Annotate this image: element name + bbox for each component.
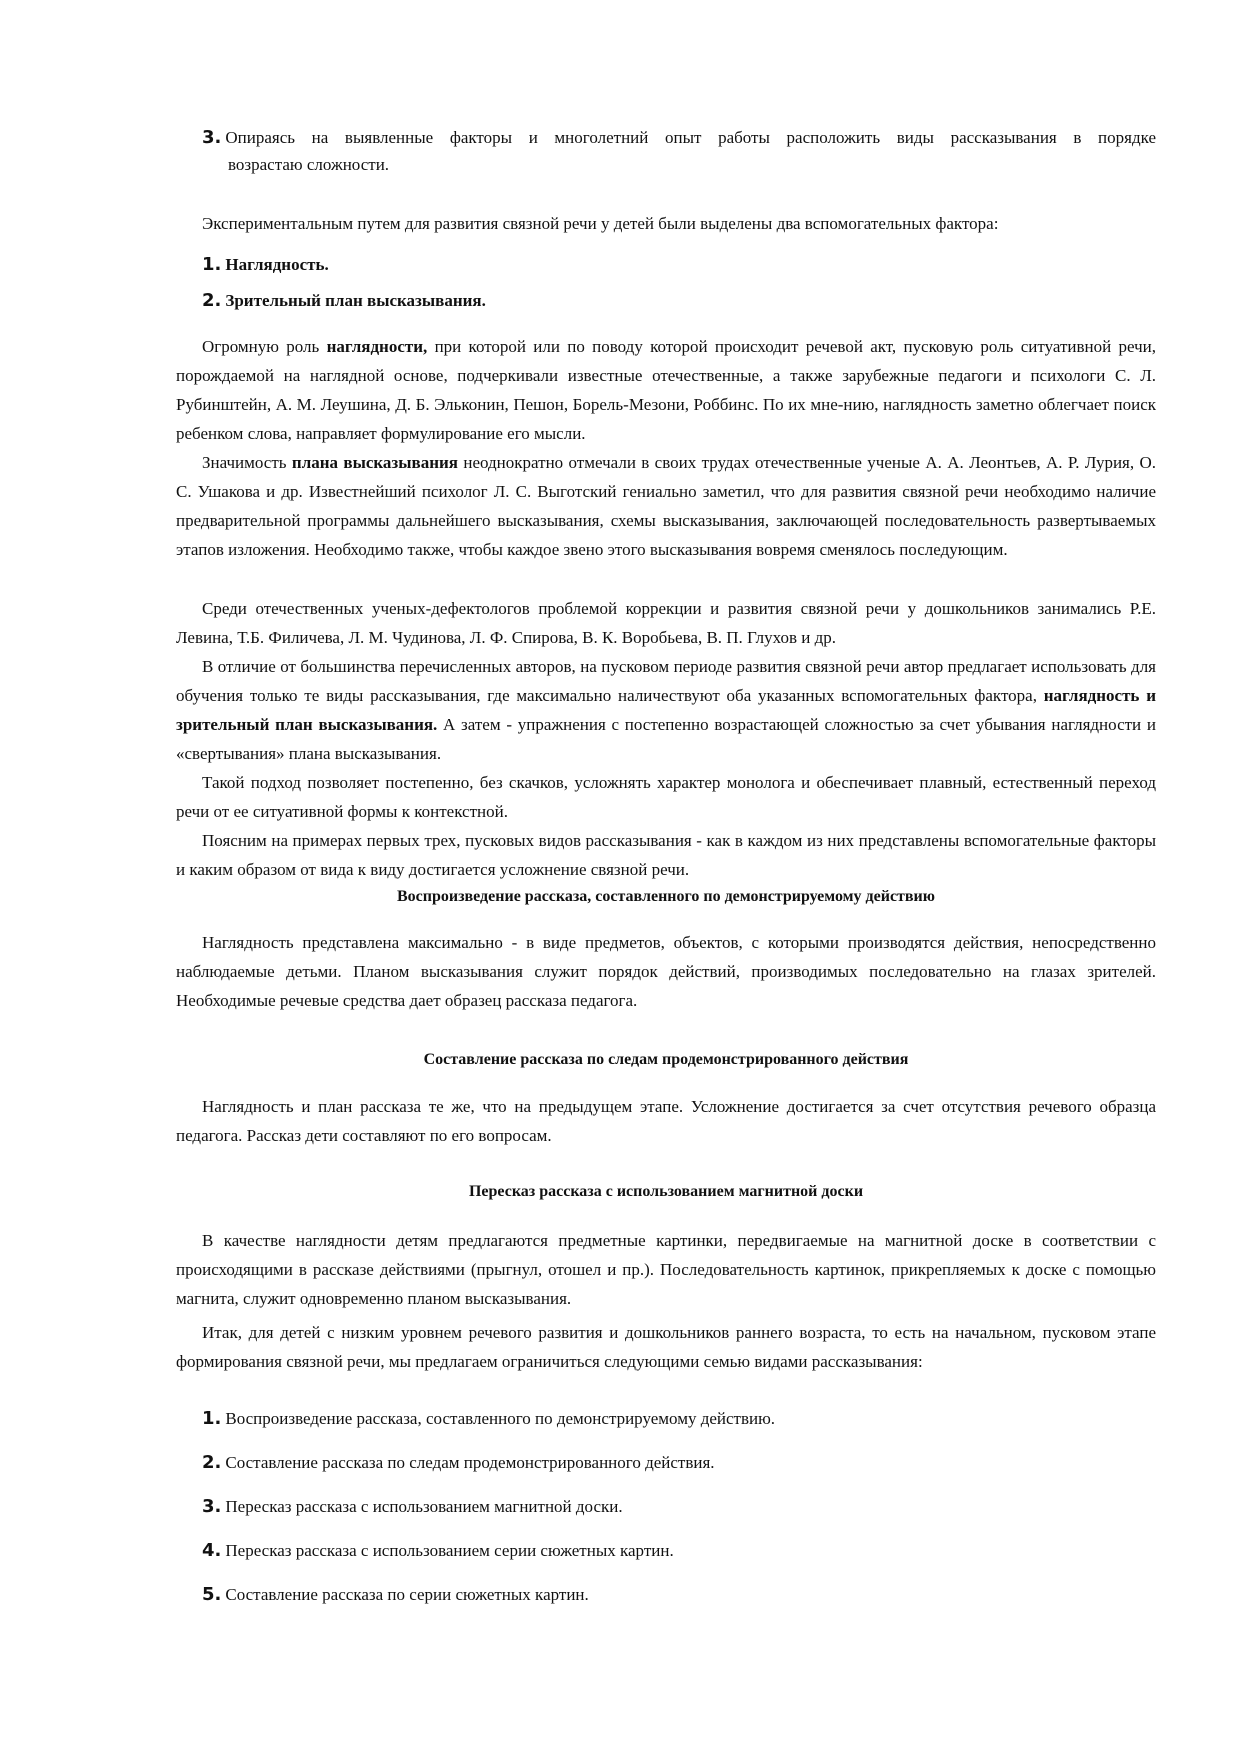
final-list-item (202, 1584, 589, 1606)
final-list-text: Пересказ рассказа с использованием магнитной доски. (225, 1497, 623, 1516)
final-list-item (202, 1496, 623, 1518)
bold-term: наглядность и зрительный план высказывания. (176, 686, 1157, 734)
list-number: 2. (202, 1452, 222, 1473)
text-run: при которой или по поводу которой происходит речевой акт, пусковую роль ситуативной речи, порождаемой на наглядной основе, подчеркивали известные отечественные, а также зарубежные педагоги и психологи С. Л. Рубинштейн, А. М. Леушина, Д. Б. Эльконин, Пешон, Борель-Мезони, Роббинс. По их мне-нию, наглядность заметно облегчает поиск ребенком слова, направляет формулирование его мысли. (176, 337, 1156, 443)
paragraph-monologue: Такой подход позволяет постепенно, без скачков, усложнять характер монолога и обеспечивает плавный, естественный переход речи от ее ситуативной формы к контекстной. (176, 773, 1156, 821)
list-number: 4. (202, 1540, 222, 1561)
factor-item (202, 254, 329, 276)
summary-paragraph: Итак, для детей с низким уровнем речевого развития и дошкольников раннего возраста, то есть на начальном, пусковом этапе формирования связной речи, мы предлагаем ограничиться следующими семью видами рассказывания: (176, 1323, 1156, 1371)
factors-intro: Экспериментальным путем для развития связной речи у детей были выделены два вспомогательных фактора: (202, 214, 999, 233)
section-heading: Составление рассказа по следам продемонстрированного действия (423, 1051, 909, 1068)
section-heading: Воспроизведение рассказа, составленного по демонстрируемому действию (396, 888, 935, 905)
text-run: А затем - упражнения с постепенно возрастающей сложностью за счет убывания наглядности и «свертывания» плана высказывания. (176, 715, 1156, 763)
paragraph-plan (176, 448, 1156, 564)
final-list-text: Воспроизведение рассказа, составленного по демонстрируемому действию. (225, 1409, 776, 1428)
bold-term: наглядности, (326, 337, 428, 356)
list-number: 5. (202, 1584, 222, 1605)
list-number: 3. (202, 1496, 222, 1517)
section-heading: Пересказ рассказа с использованием магнитной доски (468, 1183, 864, 1200)
factor-label: Наглядность. (225, 255, 329, 274)
intro-item-3 (202, 127, 1156, 149)
section-text: Наглядность представлена максимально - в виде предметов, объектов, с которыми производятся действия, непосредственно наблюдаемые детьми. Планом высказывания служит порядок действий, производимых последовательно на глазах зрителей. Необходимые речевые средства дает образец рассказа педагога. (176, 933, 1156, 1010)
intro-item-3-text: Опираясь на выявленные факторы и многолетний опыт работы расположить виды рассказывания в порядке (225, 128, 1156, 147)
final-list-text: Составление рассказа по серии сюжетных картин. (225, 1585, 589, 1604)
section-text: В качестве наглядности детям предлагаются предметные картинки, передвигаемые на магнитной доске в соответствии с происходящими в рассказе действиями (прыгнул, отошел и пр.). Последовательность картинок, прикрепляемых к доске с помощью магнита, служит одновременно планом высказывания. (176, 1231, 1156, 1308)
paragraph-scientists: Среди отечественных ученых-дефектологов проблемой коррекции и развития связной речи у дошкольников занимались Р.Е. Левина, Т.Б. Филичева, Л. М. Чудинова, Л. Ф. Спирова, В. К. Воробьева, В. П. Глухов и др. (176, 599, 1156, 647)
list-number: 3. (202, 127, 222, 148)
text-run: Значимость (202, 453, 292, 472)
text-run: неоднократно отмечали в своих трудах отечественные ученые А. А. Леонтьев, А. Р. Лурия, О. С. Ушакова и др. Известнейший психолог Л. С. Выготский гениально заметил, что для развития связной речи необходимо наличие предварительной программы дальнейшего высказывания, схемы высказывания, заключающей последовательность развертываемых этапов изложения. Необходимо также, чтобы каждое звено этого высказывания вовремя сменялось последующим. (176, 453, 1156, 559)
paragraph-visual-aid (176, 332, 1156, 448)
list-number: 2. (202, 290, 222, 311)
final-list-item (202, 1452, 715, 1474)
text-run: В отличие от большинства перечисленных авторов, на пусковом периоде развития связной речи автор предлагает использовать для обучения только те виды рассказывания, где максимально наличествуют оба указанных вспомогательных фактора, (176, 657, 1156, 705)
section-text: Наглядность и план рассказа те же, что на предыдущем этапе. Усложнение достигается за счет отсутствия речевого образца педагога. Рассказ дети составляют по его вопросам. (176, 1097, 1156, 1145)
text-run: Огромную роль (202, 337, 327, 356)
factor-label: Зрительный план высказывания. (225, 291, 486, 310)
list-number: 1. (202, 1408, 222, 1429)
final-list-item (202, 1540, 674, 1562)
paragraph-approach (176, 652, 1156, 768)
factor-item (202, 290, 486, 312)
intro-item-3-continued: возрастаю сложности. (228, 155, 390, 174)
final-list-item (202, 1408, 775, 1430)
paragraph-examples: Поясним на примерах первых трех, пусковых видов рассказывания - как в каждом из них представлены вспомогательные факторы и каким образом от вида к виду достигается усложнение связной речи. (176, 831, 1156, 879)
list-number: 1. (202, 254, 222, 275)
final-list-text: Пересказ рассказа с использованием серии сюжетных картин. (225, 1541, 674, 1560)
bold-term: плана высказывания (291, 453, 459, 472)
final-list-text: Составление рассказа по следам продемонстрированного действия. (225, 1453, 715, 1472)
